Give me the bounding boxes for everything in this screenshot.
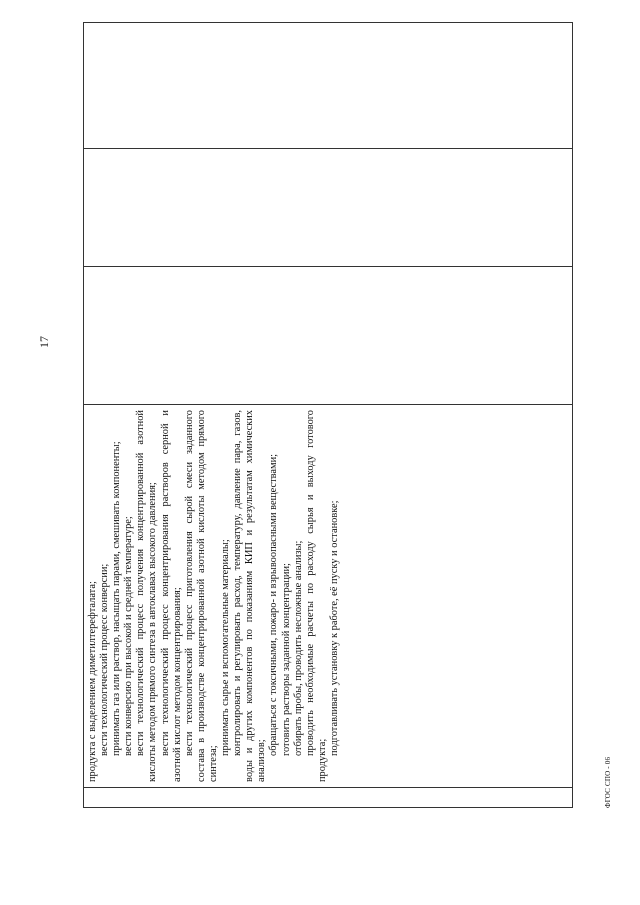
table-cell-empty [84, 267, 573, 405]
table-cell-empty [84, 149, 573, 267]
table-cell-index [84, 788, 573, 808]
competency-line: вести технологический процесс концентрирования растворов серной и азотной кислот методом концентрирования; [159, 410, 183, 782]
competency-line: обращаться с токсичными, пожаро- и взрывоопасными веществами; [268, 453, 280, 756]
rotated-table-block [37, 38, 612, 808]
competency-line: вести технологический процесс приготовления сырой смеси заданного состава в производстве концентрированной азотной кислоты методом прямого синтеза; [183, 410, 219, 782]
competency-line: отбирать пробы, проводить несложные анализы; [292, 540, 304, 756]
competency-line: принимать газ или раствор, насыщать парами, смешивать компоненты; [111, 441, 123, 756]
competency-line: вести технологический процесс конверсии; [99, 563, 111, 756]
competency-line: вести конверсию при высокой и средней температуре; [123, 516, 135, 756]
competency-line: подготавливать установку к работе, её пуску и остановке; [328, 500, 340, 756]
competency-text [87, 410, 341, 782]
table-row [84, 23, 573, 808]
competency-line: контролировать и регулировать расход, температуру, давление пара, газов, воды и других компонентов по показаниям КИП и результатам химических анализов; [232, 410, 268, 782]
competency-line: вести технологический процесс получения концентрированной азотной кислоты методом прямого синтеза в автоклавах высокого давления; [135, 410, 159, 782]
competency-line: проводить необходимые расчеты по расходу сырья и выходу готового продукта; [304, 410, 328, 782]
competency-line: принимать сырье и вспомогательные материалы; [220, 539, 232, 756]
table-cell-empty [84, 23, 573, 149]
table-cell-competencies [84, 405, 573, 788]
competency-line: продукта с выделением диметилтерефталата; [87, 581, 98, 782]
page-number: 17 [37, 336, 51, 348]
curriculum-table [83, 22, 573, 808]
competency-line: готовить растворы заданной концентрации; [280, 563, 292, 756]
footer-standard-code: ФГОС СПО - 06 [604, 756, 612, 808]
